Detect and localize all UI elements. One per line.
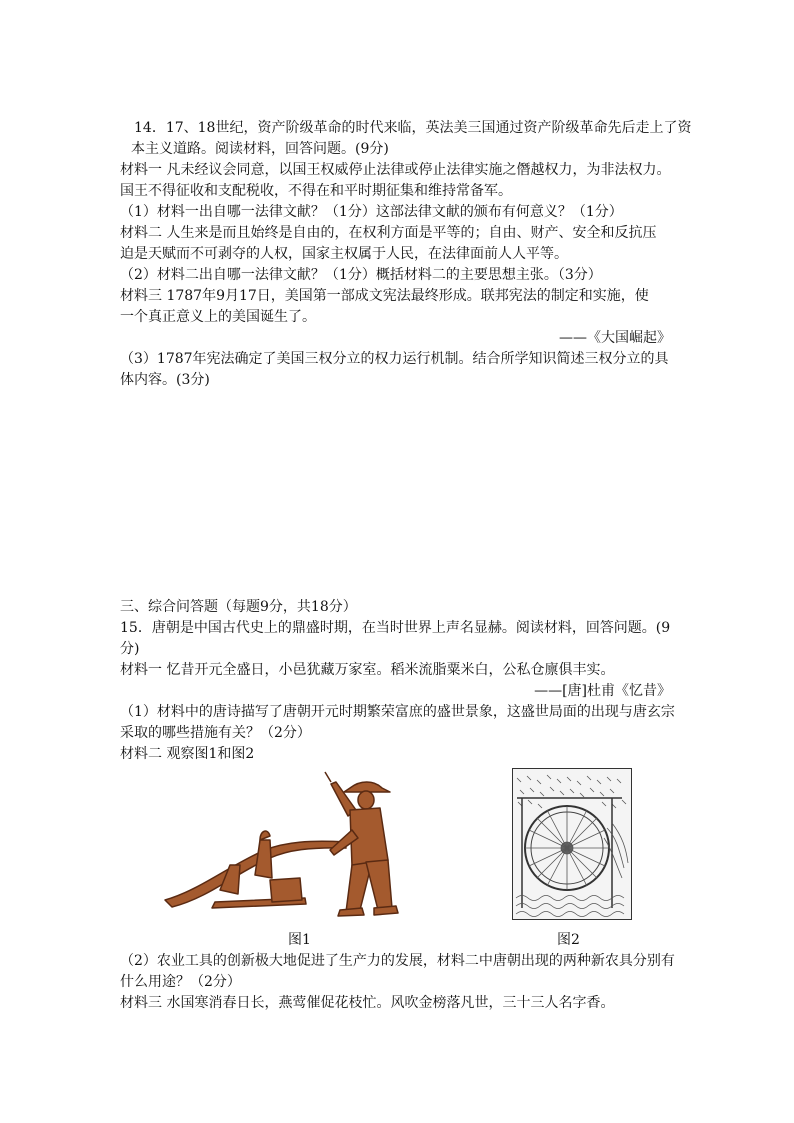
q14-material2-line1: 材料二 人生来是而且始终是自由的，在权利方面是平等的；自由、财产、安全和反抗压: [120, 225, 657, 241]
section-title: 三、综合问答题（每题9分，共18分）: [120, 599, 357, 615]
q15-question1-line1: （1）材料中的唐诗描写了唐朝开元时期繁荣富庶的盛世景象，这盛世局面的出现与唐玄宗: [120, 704, 675, 720]
q15-material2: 材料二 观察图1和图2: [120, 746, 255, 762]
q14-material3-line2: 一个真正意义上的美国诞生了。: [120, 309, 316, 325]
q14-stem-line1: 14．17、18世纪，资产阶级革命的时代来临，英法美三国通过资产阶级革命先后走上了资: [134, 120, 692, 136]
q14-material2-line2: 迫是天赋而不可剥夺的人权，国家主权属于人民，在法律面前人人平等。: [120, 246, 568, 262]
q15-question2-line2: 什么用途？（2分）: [120, 974, 241, 990]
q14-stem-line2: 本主义道路。阅读材料，回答问题。(9分): [131, 141, 389, 157]
figure1-plow-illustration: [160, 770, 410, 920]
q15-material1-source: ——[唐]杜甫《忆昔》: [534, 683, 671, 699]
q14-material3-line1: 材料三 1787年9月17日，美国第一部成文宪法最终形成。联邦宪法的制定和实施，使: [120, 288, 649, 304]
q15-material1: 材料一 忆昔开元全盛日，小邑犹藏万家室。稻米流脂粟米白，公私仓廪俱丰实。: [120, 662, 615, 678]
q15-question2-line1: （2）农业工具的创新极大地促进了生产力的发展，材料二中唐朝出现的两种新农具分别有: [120, 953, 675, 969]
q15-stem-line2: 分): [120, 641, 140, 657]
q14-question1: （1）材料一出自哪一法律文献？（1分）这部法律文献的颁布有何意义？（1分）: [120, 204, 623, 220]
q15-question1-line2: 采取的哪些措施有关？（2分）: [120, 725, 311, 741]
q14-material1-line2: 国王不得征收和支配税收，不得在和平时期征集和维持常备军。: [120, 183, 512, 199]
q14-material1-line1: 材料一 凡未经议会同意，以国王权威停止法律或停止法律实施之僭越权力，为非法权力。: [120, 162, 671, 178]
q15-stem-line1: 15．唐朝是中国古代史上的鼎盛时期，在当时世界上声名显赫。阅读材料，回答问题。(9: [120, 620, 671, 636]
figure2-caption: 图2: [557, 932, 580, 948]
figure1-caption: 图1: [288, 932, 311, 948]
q14-question3-line2: 体内容。(3分): [120, 372, 210, 388]
figure2-waterwheel-illustration: [512, 768, 632, 920]
q15-material3: 材料三 水国寒消春日长，燕莺催促花枝忙。风吹金榜落凡世，三十三人名字香。: [120, 995, 615, 1011]
q14-question3-line1: （3）1787年宪法确定了美国三权分立的权力运行机制。结合所学知识简述三权分立的具: [120, 351, 669, 367]
q14-question2: （2）材料二出自哪一法律文献？（1分）概括材料二的主要思想主张。（3分）: [120, 267, 602, 283]
q14-material3-source: ——《大国崛起》: [559, 330, 671, 346]
